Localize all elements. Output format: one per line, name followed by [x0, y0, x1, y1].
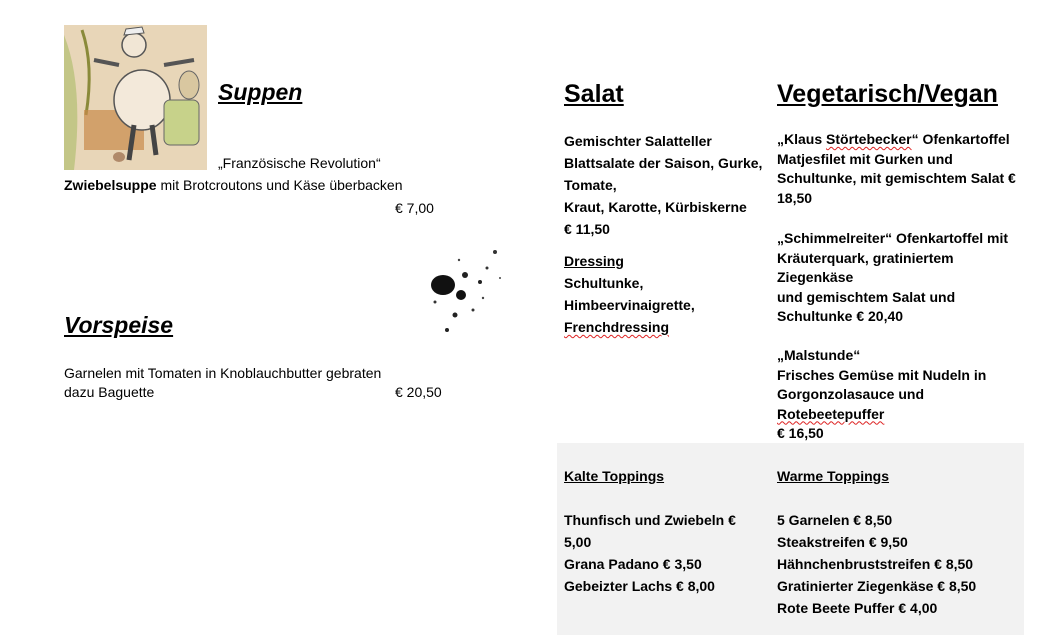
suppen-dish-desc: mit Brotcroutons und Käse überbacken — [156, 177, 403, 193]
vorspeise-line-2: dazu Baguette — [64, 384, 155, 400]
dressing-line: Himbeervinaigrette, — [564, 297, 695, 313]
dressing-heading: Dressing — [564, 253, 624, 269]
vegetarisch-item-3 — [777, 346, 1027, 444]
warme-topping-item: Gratinierter Ziegenkäse € 8,50 — [777, 578, 977, 594]
suppen-heading: Suppen — [218, 79, 303, 105]
warme-toppings — [777, 465, 1017, 619]
item-3-price: € 16,50 — [777, 425, 824, 441]
vorspeise-line-1: Garnelen mit Tomaten in Knoblauchbutter gebraten — [64, 365, 382, 381]
suppen-subtitle: „Französische Revolution“ — [218, 155, 381, 171]
suppen-price: € 7,00 — [395, 200, 434, 216]
salat-line: Blattsalate der Saison, Gurke, — [564, 155, 763, 171]
salat-line: Kraut, Karotte, Kürbiskerne — [564, 199, 747, 215]
item-3-line: „Malstunde“ — [777, 347, 861, 363]
kalte-toppings — [564, 465, 754, 597]
item-2-line: Kräuterquark, gratiniertem — [777, 249, 954, 266]
vegetarisch-item-2 — [777, 229, 1027, 327]
salat-price: € 11,50 — [564, 221, 610, 237]
salat-description — [564, 130, 769, 240]
warme-topping-item: Steakstreifen € 9,50 — [777, 534, 908, 550]
warme-toppings-heading: Warme Toppings — [777, 468, 889, 484]
item-1-title-pre: „Klaus — [777, 131, 827, 147]
kalte-toppings-heading: Kalte Toppings — [564, 468, 665, 484]
vorspeise-heading: Vorspeise — [64, 312, 174, 338]
item-3-line: Frisches Gemüse mit Nudeln in — [777, 366, 987, 383]
item-2-line: Schultunke € 20,40 — [777, 308, 904, 324]
item-3-mark: Rotebeetepuffer — [777, 405, 885, 422]
salat-line: Tomate, — [564, 177, 617, 193]
warme-topping-item: Rote Beete Puffer € 4,00 — [777, 600, 938, 616]
salat-heading: Salat — [564, 80, 624, 108]
item-1-title-post: “ Ofenkartoffel — [911, 131, 1010, 147]
item-1-title — [777, 130, 1027, 150]
warme-topping-item: 5 Garnelen € 8,50 — [777, 512, 893, 528]
dressing-section — [564, 250, 695, 338]
item-1-line: Matjesfilet mit Gurken und — [777, 150, 953, 167]
kalte-topping-item: 5,00 — [564, 534, 592, 550]
item-2-line: und gemischtem Salat und — [777, 288, 956, 305]
dressing-line: Schultunke, — [564, 275, 644, 291]
suppen-dish-name: Zwiebelsuppe — [64, 177, 157, 193]
vegetarisch-item-1 — [777, 130, 1027, 208]
vorspeise-price: € 20,50 — [395, 384, 442, 400]
item-1-line: 18,50 — [777, 189, 813, 206]
dressing-line: Frenchdressing — [564, 319, 670, 335]
suppen-dish — [64, 174, 403, 196]
item-2-line: „Schimmelreiter“ Ofenkartoffel mit — [777, 230, 1009, 246]
kalte-topping-item: Gebeizter Lachs € 8,00 — [564, 578, 715, 594]
warme-topping-item: Hähnchenbruststreifen € 8,50 — [777, 556, 974, 572]
item-1-line: Schultunke, mit gemischtem Salat € — [777, 170, 1016, 186]
caricature-illustration — [64, 25, 207, 170]
ink-splash-decoration — [425, 240, 515, 340]
vegetarisch-heading: Vegetarisch/Vegan — [777, 80, 998, 108]
item-1-title-name: Störtebecker — [826, 131, 912, 147]
kalte-topping-item: Thunfisch und Zwiebeln € — [564, 512, 736, 528]
item-3-line: Gorgonzolasauce und — [777, 386, 925, 402]
salat-line: Gemischter Salatteller — [564, 133, 712, 149]
kalte-topping-item: Grana Padano € 3,50 — [564, 556, 702, 572]
item-2-line: Ziegenkäse — [777, 269, 854, 285]
